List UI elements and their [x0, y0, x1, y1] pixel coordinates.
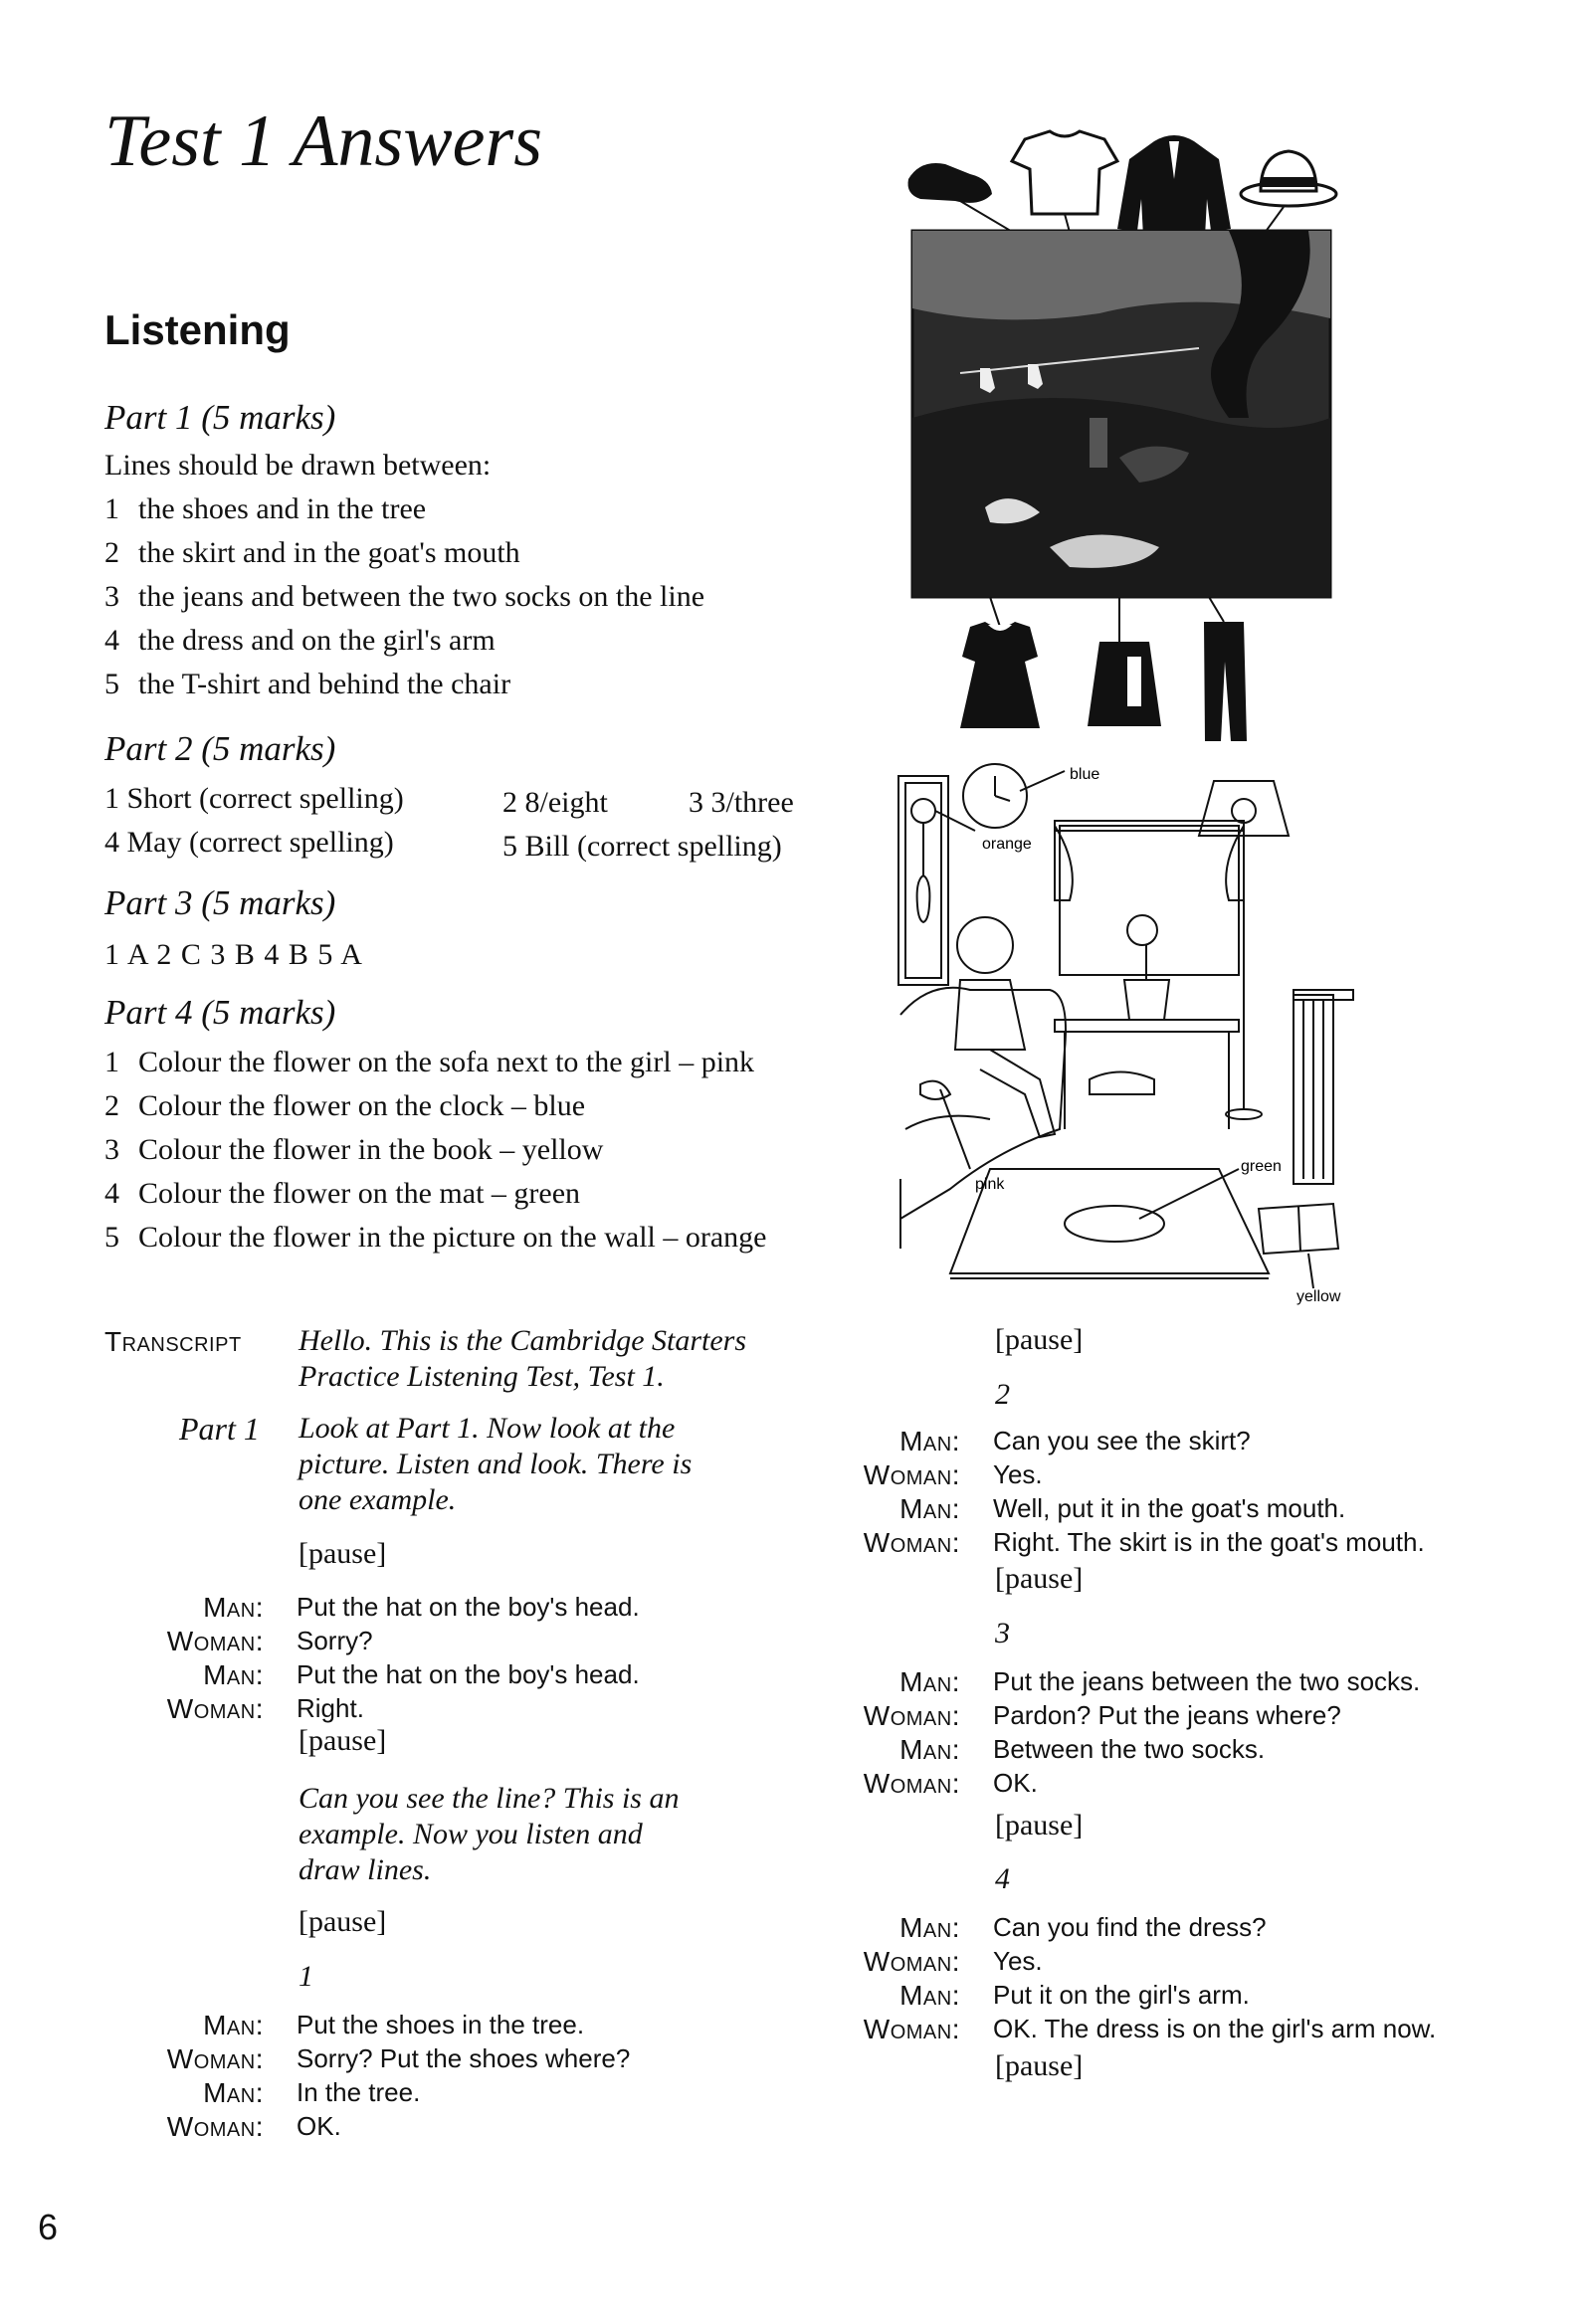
part2-answer-5: 5 Bill (correct spelling) [502, 830, 782, 863]
list-item: 5 Colour the flower in the picture on the wall – orange [104, 1221, 767, 1254]
speaker-woman: Woman: [166, 1626, 264, 1656]
tshirt-icon [1012, 131, 1117, 214]
label-yellow: yellow [1296, 1288, 1341, 1305]
jacket-icon [1117, 135, 1231, 237]
list-item: 1 the shoes and in the tree [104, 492, 427, 525]
speaker-woman: Woman: [863, 1700, 960, 1731]
list-item: 2 Colour the flower on the clock – blue [104, 1089, 586, 1122]
night-scene [912, 231, 1330, 597]
speaker-woman: Woman: [166, 2111, 264, 2142]
jeans-icon [1204, 622, 1247, 741]
speaker-man: Man: [203, 2077, 264, 2108]
list-item: 3 the jeans and between the two socks on the line [104, 580, 705, 613]
part3-section [104, 883, 363, 977]
transcript-part1-label: Part 1 [179, 1411, 260, 1447]
question-number: 3 [995, 1617, 1010, 1649]
part4-section [104, 993, 766, 1259]
list-item: 1 Colour the flower on the sofa next to the girl – pink [104, 1046, 755, 1078]
skirt-icon [1088, 642, 1161, 726]
transcript-intro: Hello. This is the Cambridge Starters Practice Listening Test, Test 1. [298, 1324, 747, 1393]
part2-answer-1: 1 Short (correct spelling) [104, 782, 404, 815]
question-number: 4 [995, 1862, 1010, 1895]
pause-text: [pause] [995, 2049, 1084, 2082]
living-room-illustration [891, 751, 1378, 1308]
part2-answer-4: 4 May (correct spelling) [104, 826, 394, 859]
speaker-man: Man: [899, 1912, 960, 1943]
pause-text: [pause] [298, 1724, 387, 1757]
section-heading: Listening [104, 306, 291, 353]
speaker-woman: Woman: [166, 1693, 264, 1724]
answer-picture-part4 [891, 751, 1378, 1308]
part2-answer-2: 2 8/eight [502, 786, 608, 819]
shoes-icon [908, 163, 993, 203]
question-number: 1 [298, 1960, 313, 1993]
part1-instructions: Look at Part 1. Now look at the picture. Listen and look. There is one example. [298, 1412, 693, 1516]
speaker-man: Man: [203, 1592, 264, 1623]
question-number: 2 [995, 1378, 1010, 1411]
part1-intro: Lines should be drawn between: [104, 449, 492, 482]
part4-list [104, 1041, 766, 1259]
dress-icon [960, 622, 1040, 728]
pause-text: [pause] [995, 1562, 1084, 1595]
label-pink: pink [975, 1176, 1005, 1193]
part1-heading: Part 1 (5 marks) [104, 398, 336, 437]
label-blue: blue [1070, 766, 1100, 783]
page-title: Test 1 Answers [104, 100, 543, 182]
dialogue-q2: Man: Can you see the skirt? Woman: Yes. Man: Well, put it in the goat's mouth. Woman: Right. The skirt is in the goat's mouth. [781, 1426, 1425, 1559]
dialogue-q3: Man: Put the jeans between the two socks. Woman: Pardon? Put the jeans where? Man: Between the two socks. Woman: OK. [781, 1666, 1420, 1800]
answer-picture-part1 [900, 119, 1348, 746]
transcript-label: Transcript [104, 1326, 242, 1357]
speaker-woman: Woman: [863, 1459, 960, 1490]
speaker-man: Man: [203, 2010, 264, 2040]
pause-text: [pause] [298, 1537, 387, 1570]
pause-text: [pause] [298, 1905, 387, 1938]
hat-icon [1241, 151, 1336, 206]
part1-section [104, 398, 704, 706]
line-instructions: Can you see the line? This is an example. Now you listen and draw lines. [298, 1782, 680, 1886]
speaker-woman: Woman: [863, 1946, 960, 1977]
part2-heading: Part 2 (5 marks) [104, 729, 336, 768]
part3-answers: 1 A 2 C 3 B 4 B 5 A [104, 938, 363, 971]
speaker-man: Man: [203, 1659, 264, 1690]
page-number: 6 [38, 2207, 59, 2247]
speaker-woman: Woman: [863, 1527, 960, 1558]
speaker-woman: Woman: [863, 1768, 960, 1799]
list-item: 4 the dress and on the girl's arm [104, 624, 496, 657]
speaker-man: Man: [899, 1426, 960, 1456]
part2-answer-3: 3 3/three [689, 786, 794, 819]
girl-figure [957, 917, 1013, 973]
part1-list [104, 487, 704, 706]
label-orange: orange [982, 836, 1032, 853]
label-green: green [1241, 1158, 1282, 1175]
speaker-woman: Woman: [863, 2014, 960, 2044]
part2-section [104, 729, 335, 769]
speaker-man: Man: [899, 1734, 960, 1765]
pause-text: [pause] [995, 1809, 1084, 1841]
list-item: 5 the T-shirt and behind the chair [104, 668, 511, 700]
dialogue-example: Man: Put the hat on the boy's head. Woman: Sorry? Man: Put the hat on the boy's head. Woman: Right. [85, 1592, 640, 1725]
dialogue-q1: Man: Put the shoes in the tree. Woman: Sorry? Put the shoes where? Man: In the tree. Woman: OK. [85, 2010, 630, 2143]
list-item: 3 Colour the flower in the book – yellow [104, 1133, 604, 1166]
speaker-man: Man: [899, 1493, 960, 1524]
part3-heading: Part 3 (5 marks) [104, 883, 336, 922]
dialogue-q4: Man: Can you find the dress? Woman: Yes. Man: Put it on the girl's arm. Woman: OK. The dress is on the girl's arm now. [781, 1912, 1436, 2045]
speaker-man: Man: [899, 1666, 960, 1697]
speaker-woman: Woman: [166, 2043, 264, 2074]
list-item: 4 Colour the flower on the mat – green [104, 1177, 581, 1210]
pause-text: [pause] [995, 1323, 1084, 1356]
speaker-man: Man: [899, 1980, 960, 2011]
part4-heading: Part 4 (5 marks) [104, 993, 336, 1032]
list-item: 2 the skirt and in the goat's mouth [104, 536, 520, 569]
clothes-scene-illustration [900, 119, 1348, 746]
